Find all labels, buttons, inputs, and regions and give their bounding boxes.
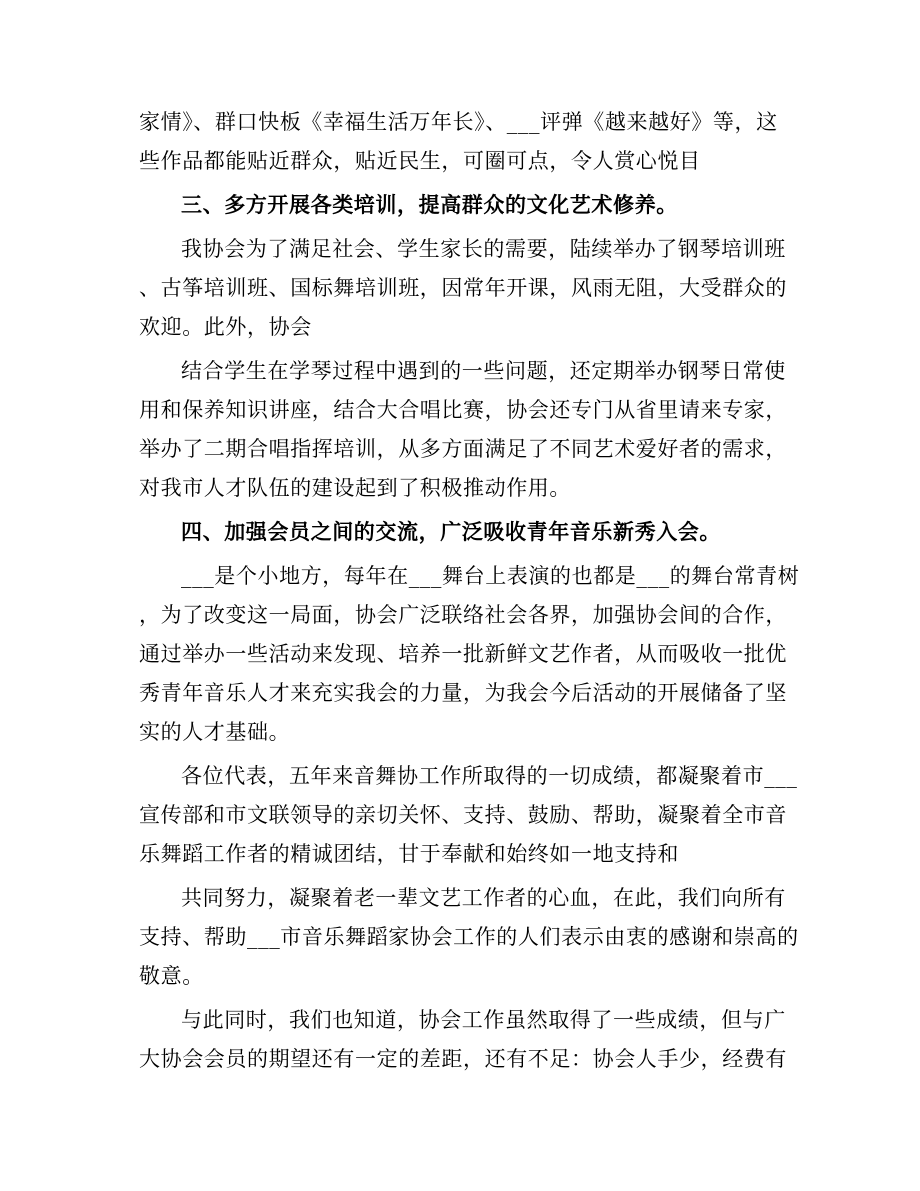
body-text-line: 结合学生在学琴过程中遇到的一些问题，还定期举办钢琴日常使 [181, 359, 786, 383]
body-text-line: 乐舞蹈工作者的精诚团结，甘于奉献和始终如一地支持和 [139, 842, 679, 866]
body-text-line: 、古筝培训班、国标舞培训班，因常年开课，风雨无阻，大受群众的 [139, 276, 787, 300]
body-text-line: 共同努力，凝聚着老一辈文艺工作者的心血，在此，我们向所有 [181, 886, 786, 910]
body-text-line: 实的人才基础。 [139, 720, 291, 744]
body-text-line: 举办了二期合唱指挥培训，从多方面满足了不同艺术爱好者的需求， [139, 437, 787, 461]
body-text-line: 宣传部和市文联领导的亲切关怀、支持、鼓励、帮助，凝聚着全市音 [139, 803, 787, 827]
body-text-line: 敬意。 [139, 964, 204, 988]
body-text-line: 我协会为了满足社会、学生家长的需要，陆续举办了钢琴培训班 [181, 237, 786, 261]
body-text-line: 用和保养知识讲座，结合大合唱比赛，协会还专门从省里请来专家， [139, 398, 787, 422]
body-text-line: 秀青年音乐人才来充实我会的力量，为我会今后活动的开展储备了坚 [139, 681, 787, 705]
body-text-line: 大协会会员的期望还有一定的差距，还有不足：协会人手少，经费有 [139, 1047, 787, 1071]
body-text-line: 些作品都能贴近群众，贴近民生，可圈可点，令人赏心悦目 [139, 149, 701, 173]
body-text-line: 对我市人才队伍的建设起到了积极推动作用。 [139, 476, 571, 500]
body-text-line: ___是个小地方，每年在___舞台上表演的也都是___的舞台常青树 [181, 564, 800, 588]
body-text-line: 与此同时，我们也知道，协会工作虽然取得了一些成绩，但与广 [181, 1008, 786, 1032]
body-text-line: 支持、帮助___市音乐舞蹈家协会工作的人们表示由衷的感谢和崇高的 [139, 925, 799, 949]
body-text-line: 欢迎。此外，协会 [139, 315, 312, 339]
body-text-line: ，为了改变这一局面，协会广泛联络社会各界，加强协会间的合作， [139, 603, 787, 627]
section-heading-4: 四、加强会员之间的交流，广泛吸收青年音乐新秀入会。 [181, 519, 721, 544]
section-heading-3: 三、多方开展各类培训，提高群众的文化艺术修养。 [181, 192, 678, 217]
body-text-line: 家情》、群口快板《幸福生活万年长》、___评弹《越来越好》等，这 [139, 110, 778, 134]
body-text-line: 各位代表，五年来音舞协工作所取得的一切成绩，都凝聚着市___ [181, 764, 798, 788]
body-text-line: 通过举办一些活动来发现、培养一批新鲜文艺作者，从而吸收一批优 [139, 642, 787, 666]
